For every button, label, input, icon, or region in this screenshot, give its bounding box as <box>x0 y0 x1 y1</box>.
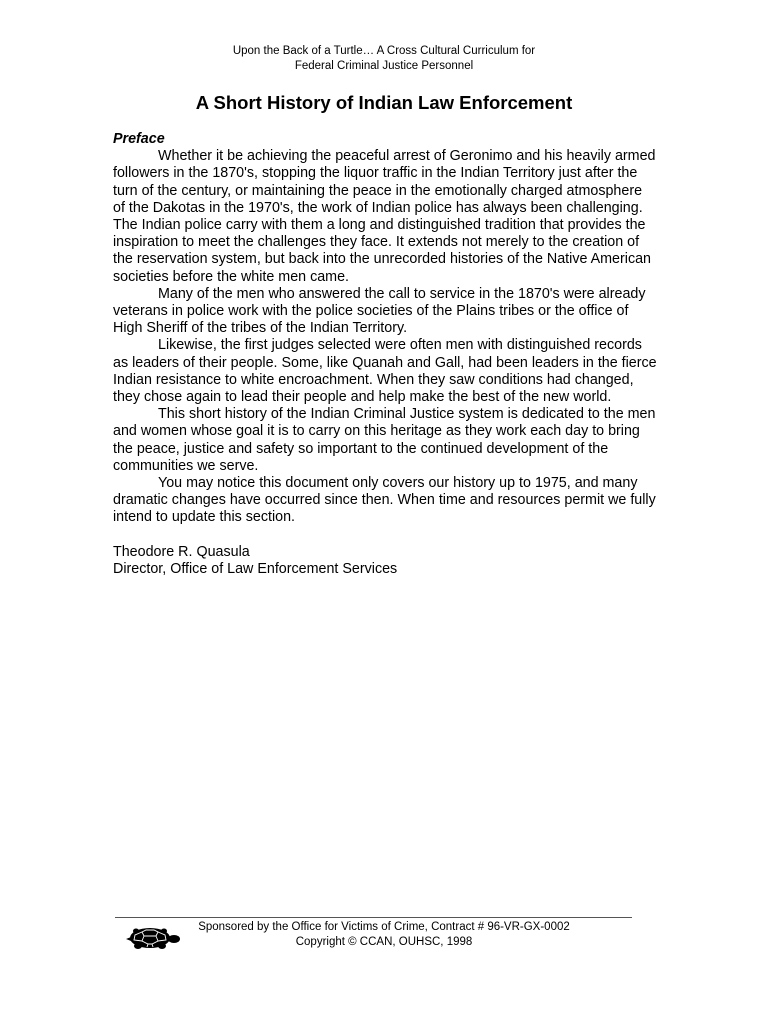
paragraph-3: Likewise, the first judges selected were often men with distinguished records as leaders of their people. Some, like Quanah and Gall, had been leaders in the fierce Indian resistance to white encroachment. When they saw conditions had changed, they chose again to lead their people and help make the best of the new world. <box>113 337 657 406</box>
page-footer <box>0 920 768 950</box>
page-title: A Short History of Indian Law Enforcement <box>195 92 573 113</box>
signature-role: Director, Office of Law Enforcement Services <box>113 560 398 577</box>
paragraph-5: You may notice this document only covers our history up to 1975, and many dramatic changes have occurred since then. When time and resources permit we fully intend to update this section. <box>113 475 656 526</box>
document-body <box>113 131 657 578</box>
running-header <box>0 44 768 74</box>
footer-sponsor-line: Sponsored by the Office for Victims of Crime, Contract # 96-VR-GX-0002 <box>198 921 570 933</box>
signature-name: Theodore R. Quasula <box>113 543 250 560</box>
paragraph-2: Many of the men who answered the call to service in the 1870's were already veterans in police work with the police societies of the Plains tribes or the office of High Sheriff of the tribes of the Indian Territory. <box>113 285 646 337</box>
section-heading: Preface <box>113 131 165 147</box>
paragraph-1: Whether it be achieving the peaceful arrest of Geronimo and his heavily armed followers in the 1870's, stopping the liquor traffic in the Indian Territory just after the turn of the century, or maintaining the peace in the emotionally charged atmosphere of the Dakotas in the 1970's, the work of Indian police has always been challenging. The Indian police carry with them a long and distinguished tradition that provides the inspiration to meet the challenges they face. It extends not merely to the creation of the reservation system, but back into the unrecorded histories of the Native American societies before the white men came. <box>113 148 656 285</box>
footer-divider <box>115 917 632 918</box>
footer-copyright-line: Copyright © CCAN, OUHSC, 1998 <box>295 936 473 948</box>
signature-block <box>113 544 657 578</box>
paragraph-4: This short history of the Indian Criminal Justice system is dedicated to the men and women whose goal it is to carry on this heritage as they work each day to bring the peace, justice and safety so important to the continued development of the communities we serve. <box>113 406 656 474</box>
header-line-2: Federal Criminal Justice Personnel <box>294 60 474 72</box>
header-line-1: Upon the Back of a Turtle… A Cross Cultural Curriculum for <box>232 45 536 57</box>
